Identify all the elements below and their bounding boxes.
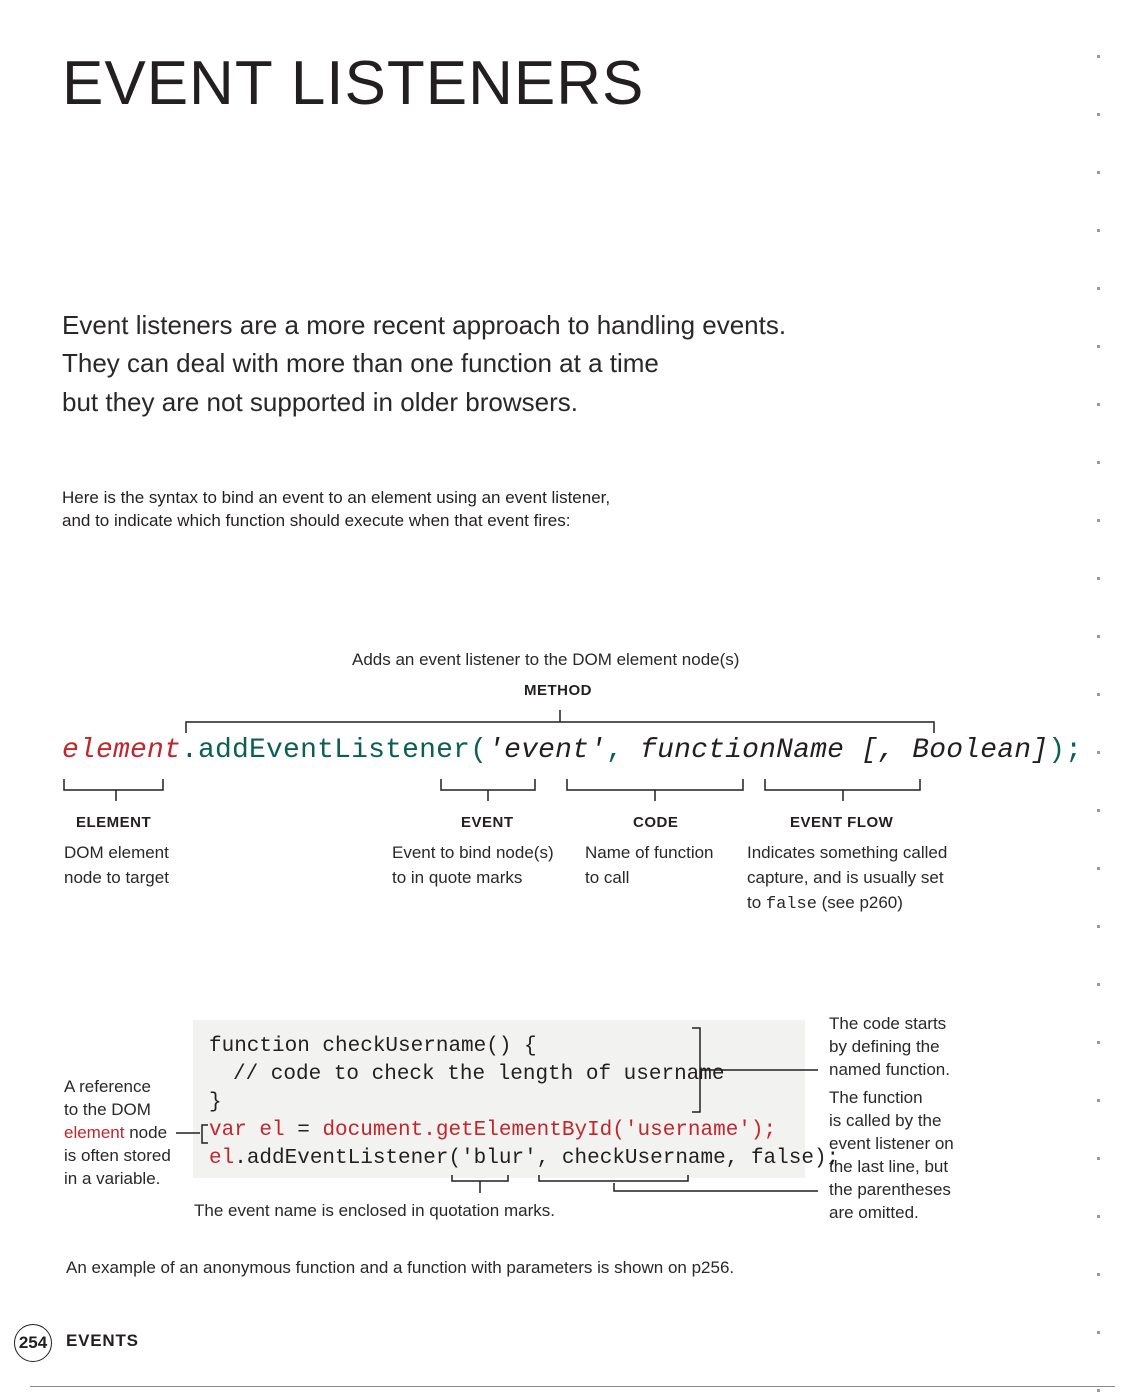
left-note-line-5: in a variable.	[64, 1169, 161, 1188]
event-flow-bracket	[765, 779, 920, 790]
call-bracket	[614, 1183, 818, 1191]
event-flow-desc-1: Indicates something called	[747, 843, 948, 862]
code-line-2: // code to check the length of username	[233, 1063, 725, 1086]
code-line-1: function checkUsername() {	[209, 1035, 537, 1058]
left-note-node-word: node	[124, 1123, 168, 1142]
element-desc-2: node to target	[64, 868, 169, 887]
event-bracket	[441, 779, 535, 790]
intro-line-3: but they are not supported in older browsers.	[62, 387, 578, 417]
anonymous-function-note: An example of an anonymous function and a function with parameters is shown on p256.	[66, 1258, 735, 1277]
check-bracket	[539, 1175, 688, 1181]
code-desc-2: to call	[585, 868, 630, 887]
code-get-element: document.getElementById('username');	[322, 1119, 777, 1142]
left-note-line-1: A reference	[64, 1077, 151, 1096]
right-note-2-line-2: is called by the	[829, 1111, 942, 1130]
syntax-dot: .	[181, 735, 199, 766]
bottom-rule	[30, 1386, 1115, 1387]
var-bracket	[202, 1125, 208, 1143]
method-bracket	[186, 722, 934, 733]
syntax-function-name: functionName	[640, 735, 845, 766]
right-note-2-line-1: The function	[829, 1088, 923, 1107]
method-caption: Adds an event listener to the DOM element node(s)	[352, 650, 740, 669]
code-label: CODE	[633, 814, 679, 831]
syntax-element: element	[62, 735, 182, 766]
syntax-boolean: [, Boolean]	[861, 735, 1049, 766]
blur-bracket	[452, 1175, 508, 1181]
page-title: EVENT LISTENERS	[62, 49, 645, 118]
event-flow-desc-2: capture, and is usually set	[747, 868, 944, 887]
footer-section-name: EVENTS	[66, 1331, 139, 1350]
left-note-line-4: is often stored	[64, 1146, 171, 1165]
syntax-method: addEventListener(	[198, 735, 488, 766]
syntax-intro-line-2: and to indicate which function should execute when that event fires:	[62, 511, 571, 530]
intro-line-2: They can deal with more than one function at a time	[62, 348, 659, 378]
element-label: ELEMENT	[76, 814, 152, 831]
code-add-listener: .addEventListener(	[234, 1147, 462, 1170]
event-name-caption: The event name is enclosed in quotation marks.	[194, 1201, 555, 1220]
code-desc-1: Name of function	[585, 843, 714, 862]
method-label: METHOD	[524, 682, 592, 699]
event-flow-desc-suffix: (see p260)	[816, 893, 903, 912]
code-equals: =	[284, 1119, 323, 1142]
element-bracket	[64, 779, 163, 790]
element-desc-1: DOM element	[64, 843, 169, 862]
syntax-event: 'event'	[487, 735, 607, 766]
syntax-comma: ,	[606, 735, 624, 766]
code-comma: ,	[536, 1147, 562, 1170]
event-flow-code: false	[765, 895, 817, 914]
left-note-line-2: to the DOM	[64, 1100, 151, 1119]
right-note-1-line-2: by defining the	[829, 1037, 940, 1056]
left-note-element-word: element	[64, 1123, 125, 1142]
code-check-username: checkUsername	[561, 1147, 726, 1170]
code-bracket	[567, 779, 743, 790]
syntax-intro-line-1: Here is the syntax to bind an event to an element using an event listener,	[62, 488, 611, 507]
event-label: EVENT	[461, 814, 514, 831]
intro-line-1: Event listeners are a more recent approach to handling events.	[62, 310, 787, 340]
event-flow-label: EVENT FLOW	[790, 814, 894, 831]
code-var: var el	[209, 1119, 285, 1142]
right-note-1-line-1: The code starts	[829, 1014, 947, 1033]
right-note-2-line-3: event listener on	[829, 1134, 954, 1153]
event-desc-2: to in quote marks	[392, 868, 523, 887]
page-number-badge: 254	[14, 1324, 52, 1362]
code-blur: 'blur'	[461, 1147, 537, 1170]
code-line-3: }	[209, 1091, 222, 1114]
function-bracket	[692, 1028, 700, 1112]
right-note-2-line-5: the parentheses	[829, 1180, 951, 1199]
right-note-1-line-3: named function.	[829, 1060, 950, 1079]
event-flow-desc-prefix: to	[747, 893, 766, 912]
event-desc-1: Event to bind node(s)	[392, 843, 554, 862]
syntax-close: );	[1048, 735, 1083, 766]
right-note-2-line-4: the last line, but	[829, 1157, 949, 1176]
code-false-end: , false);	[725, 1147, 840, 1170]
right-note-2-line-6: are omitted.	[829, 1203, 919, 1222]
code-el: el	[209, 1147, 235, 1170]
